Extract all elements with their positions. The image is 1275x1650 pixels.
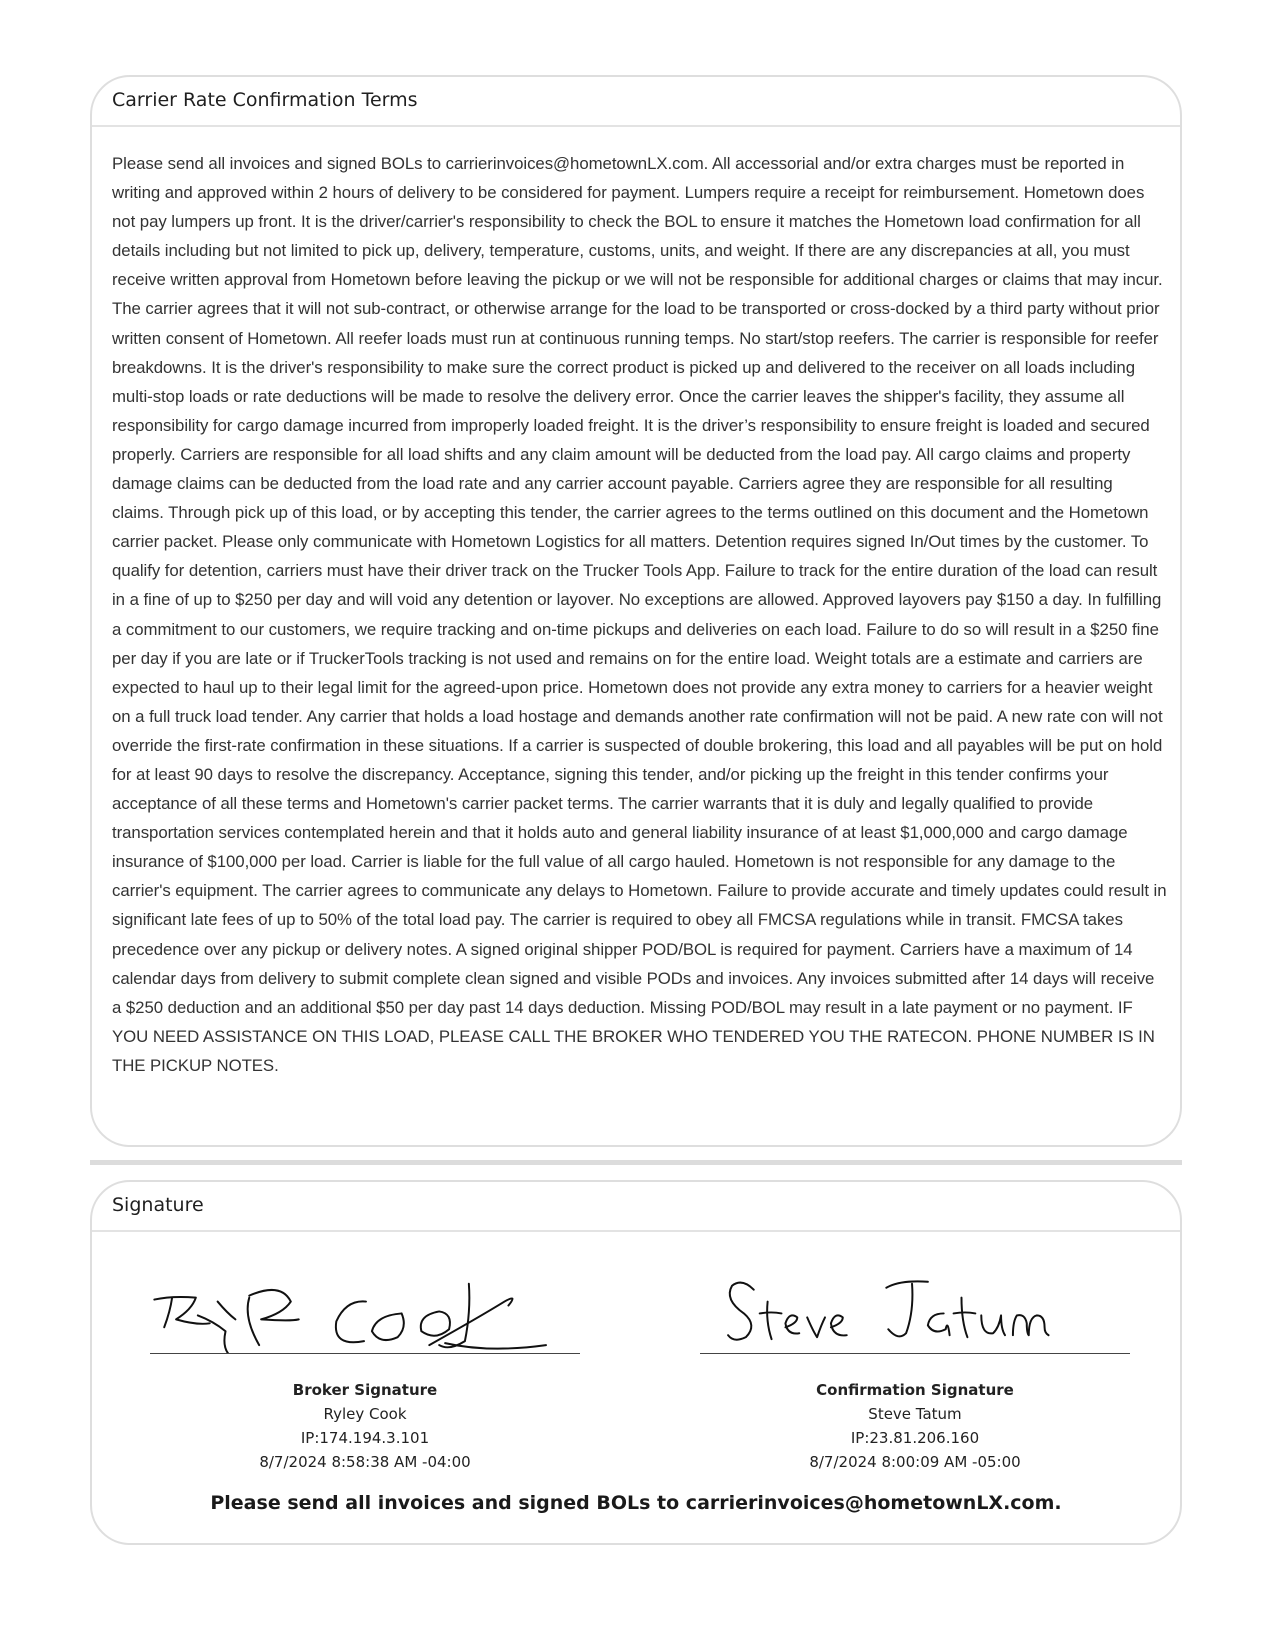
terms-text: Please send all invoices and signed BOLs to carrierinvoices@hometownLX.com. All accessorial and/or extra charges must be reported in writing and approved within 2 hours of delivery to be considered for payment. Lumpers require a receipt for reimbursement. Hometown does not pay lumpers up front. It is the driver/carrier's responsibility to check the BOL to ensure it matches the Hometown load confirmation for all details including but not limited to pick up, delivery, temperature, customs, units, and weight. If there are any discrepancies at all, you must receive written approval from Hometown before leaving the pickup or we will not be responsible for additional charges or claims that may incur. The carrier agrees that it will not sub-contract, or otherwise arrange for the load to be transported or cross-docked by a third party without prior written consent of Hometown. All reefer loads must run at continuous running temps. No start/stop reefers. The carrier is responsible for reefer breakdowns. It is the driver's responsibility to make sure the correct product is picked up and delivered to the receiver on all loads including multi-stop loads or rate deductions will be made to resolve the delivery error. Once the carrier leaves the shipper's facility, they assume all responsibility for cargo damage incurred from improperly loaded freight. It is the driver’s responsibility to ensure freight is loaded and secured properly. Carriers are responsible for all load shifts and any claim amount will be deducted from the load pay. All cargo claims and property damage claims can be deducted from the load rate and any carrier account payable. Carriers agree they are responsible for all resulting claims. Through pick up of this load, or by accepting this tender, the carrier agrees to the terms outlined on this document and the Hometown carrier packet. Please only communicate with Hometown Logistics for all matters. Detention requires signed In/Out times by the customer. To qualify for detention, carriers must have their driver track on the Trucker Tools App. Failure to track for the entire duration of the load can result in a fine of up to $250 per day and will void any detention or layover. No exceptions are allowed. Approved layovers pay $150 a day. In fulfilling a commitment to our customers, we require tracking and on-time pickups and deliveries on each load. Failure to do so will result in a $250 fine per day if you are late or if TruckerTools tracking is not used and remains on for the entire load. Weight totals are a estimate and carriers are expected to haul up to their legal limit for the agreed-upon price. Hometown does not provide any extra money to carriers for a heavier weight on a full truck load tender. Any carrier that holds a load hostage and demands another rate confirmation will not be paid. A new rate con will not override the first-rate confirmation in these situations. If a carrier is suspected of double brokering, this load and all payables will be put on hold for at least 90 days to resolve the discrepancy. Acceptance, signing this tender, and/or picking up the freight in this tender confirms your acceptance of all these terms and Hometown's carrier packet terms. The carrier warrants that it is duly and legally qualified to provide transportation services contemplated herein and that it holds auto and general liability insurance of at least $1,000,000 and cargo damage insurance of $100,000 per load. Carrier is liable for the full value of all cargo hauled. Hometown is not responsible for any damage to the carrier's equipment. The carrier agrees to communicate any delays to Hometown. Failure to provide accurate and timely updates could result in significant late fees of up to 50% of the total load pay. The carrier is required to obey all FMCSA regulations while in transit. FMCSA takes precedence over any pickup or delivery notes. A signed original shipper POD/BOL is required for payment. Carriers have a maximum of 14 calendar days from delivery to submit complete clean signed and visible PODs and invoices. Any invoices submitted after 14 days will receive a $250 deduction and an additional $50 per day past 14 days deduction. Missing POD/BOL may result in a late payment or no payment. IF YOU NEED ASSISTANCE ON THIS LOAD, PLEASE CALL THE BROKER WHO TENDERED YOU THE RATECON. PHONE NUMBER IS IN THE PICKUP NOTES. [112,154,1167,1075]
broker-timestamp: 8/7/2024 8:58:38 AM -04:00 [259,1453,471,1471]
confirmation-signature-label: Confirmation Signature [816,1381,1014,1399]
confirmation-timestamp: 8/7/2024 8:00:09 AM -05:00 [809,1453,1021,1471]
confirmation-handwritten-signature [700,1262,1130,1354]
confirmation-ip: IP:23.81.206.160 [850,1429,980,1447]
confirmation-signature-block [700,1262,1130,1474]
section-divider [90,1160,1182,1165]
signature-title: Signature [92,1182,1180,1232]
broker-ip: IP:174.194.3.101 [300,1429,430,1447]
confirmation-name: Steve Tatum [868,1405,962,1423]
broker-signature-block [150,1262,580,1474]
broker-signature-label: Broker Signature [292,1381,438,1399]
terms-card [90,75,1182,1147]
broker-handwritten-signature [150,1262,580,1354]
closing-note: Please send all invoices and signed BOLs to carrierinvoices@hometownLX.com. [210,1492,1062,1514]
signature-card [90,1180,1182,1545]
broker-name: Ryley Cook [323,1405,407,1423]
terms-body [112,149,1168,1080]
terms-title: Carrier Rate Confirmation Terms [92,77,1180,127]
